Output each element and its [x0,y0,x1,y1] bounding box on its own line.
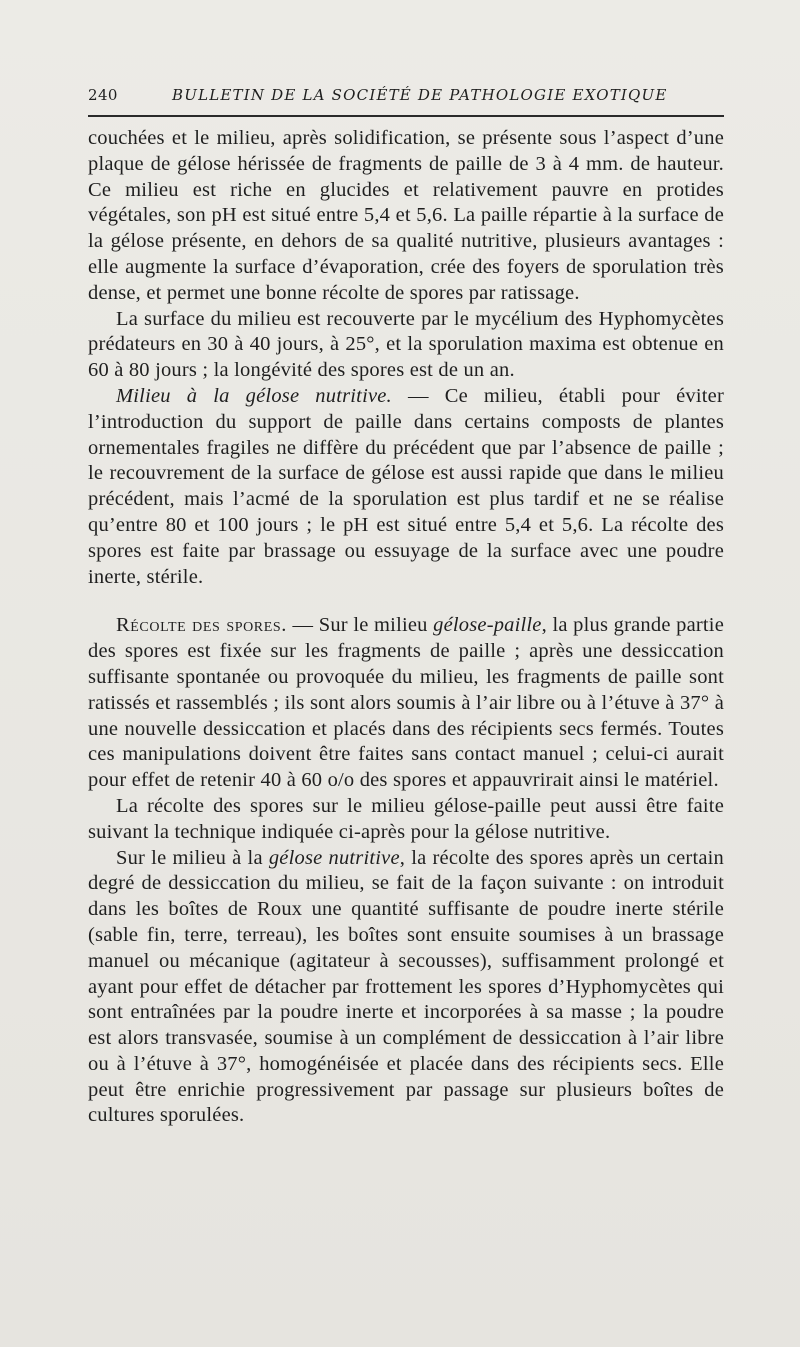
section-heading-recolte: Récolte des spores. [116,614,287,637]
section-gap [88,590,724,613]
paragraph-continuation: couchées et le milieu, après solidification, se présente sous l’aspect d’une plaque de gélose hérissée de fragments de paille de 3 à 4 mm. de hauteur. Ce milieu est riche en glucides et relativement pauvre en protides végétales, son pH est situé entre 5,4 et 5,6. La paille répartie à la surface de la gélose présente, en dehors de sa qualité nutritive, plusieurs avantages : elle augmente la surface d’évaporation, crée des foyers de sporulation très dense, et permet une bonne récolte de spores par ratissage. [88,127,724,304]
header-rule [88,115,724,117]
paragraph-recolte [88,613,724,794]
paragraph-procedure-italic: gélose nutritive [268,846,400,869]
paragraph-gelose-nutritive [88,384,724,590]
body-text [88,126,724,1129]
paragraph-gelose-nutritive-text: — Ce milieu, établi pour éviter l’introduction du support de paille dans certains composts de plantes ornementales fragiles ne diffère du précédent que par l’absence de paille ; le recouvrement de la surface de gélose est aussi rapide que dans le milieu précédent, mais l’acmé de la sporulation est plus tardif et ne se réalise qu’entre 80 et 100 jours ; le pH est situé entre 5,4 et 5,6. La récolte des spores est faite par brassage ou essuyage de la surface avec une poudre inerte, stérile. [88,384,724,588]
paragraph-recolte-italic: gélose-paille [433,614,542,637]
page-number: 240 [88,86,118,104]
running-title: BULLETIN DE LA SOCIÉTÉ DE PATHOLOGIE EXOTIQUE [172,86,668,104]
section-lead-milieu: Milieu à la gélose nutritive. [116,384,392,407]
paragraph-procedure-text-a: Sur le milieu à la [116,846,269,869]
paragraph-recolte-text-b: , la plus grande partie des spores est fixée sur les fragments de paille ; après une dessiccation suffisante spontanée ou provoquée du milieu, les fragments de paille sont ratissés et rassemblés ; ils sont alors soumis à l’air libre ou à l’étuve à 37° à une nouvelle dessiccation et placés dans des récipients secs fermés. Toutes ces manipulations doivent être faites sans contact manuel ; celui-ci aurait pour effet de retenir 40 à 60 o/o des spores et appauvrirait ainsi le matériel. [88,614,724,792]
paragraph-procedure [88,846,724,1130]
paragraph-procedure-text-b: , la récolte des spores après un certain degré de dessiccation du milieu, se fait de la façon suivante : on introduit dans les boîtes de Roux une quantité suffisante de poudre inerte stérile (sable fin, terre, terreau), les boîtes sont ensuite soumises à un brassage manuel ou mécanique (agitateur à secousses), suffisamment prolongé et ayant pour effet de détacher par frottement les spores d’Hyphomycètes qui sont entraînées par la poudre inerte et incorporées à sa masse ; la poudre est alors transvasée, soumise à un complément de dessiccation à l’air libre ou à l’étuve à 37°, homogénéisée et placée dans des récipients secs. Elle peut être enrichie progressivement par passage sur plusieurs boîtes de cultures sporulées. [88,846,724,1127]
paragraph-recolte-text-a: — Sur le milieu [287,614,434,637]
paragraph-gelose-paille: La récolte des spores sur le milieu gélose-paille peut aussi être faite suivant la technique indiquée ci-après pour la gélose nutritive. [88,794,724,843]
paragraph-mycelium: La surface du milieu est recouverte par le mycélium des Hyphomycètes prédateurs en 30 à 40 jours, à 25°, et la sporulation maxima est obtenue en 60 à 80 jours ; la longévité des spores est de un an. [88,307,724,382]
page-header [88,86,724,110]
